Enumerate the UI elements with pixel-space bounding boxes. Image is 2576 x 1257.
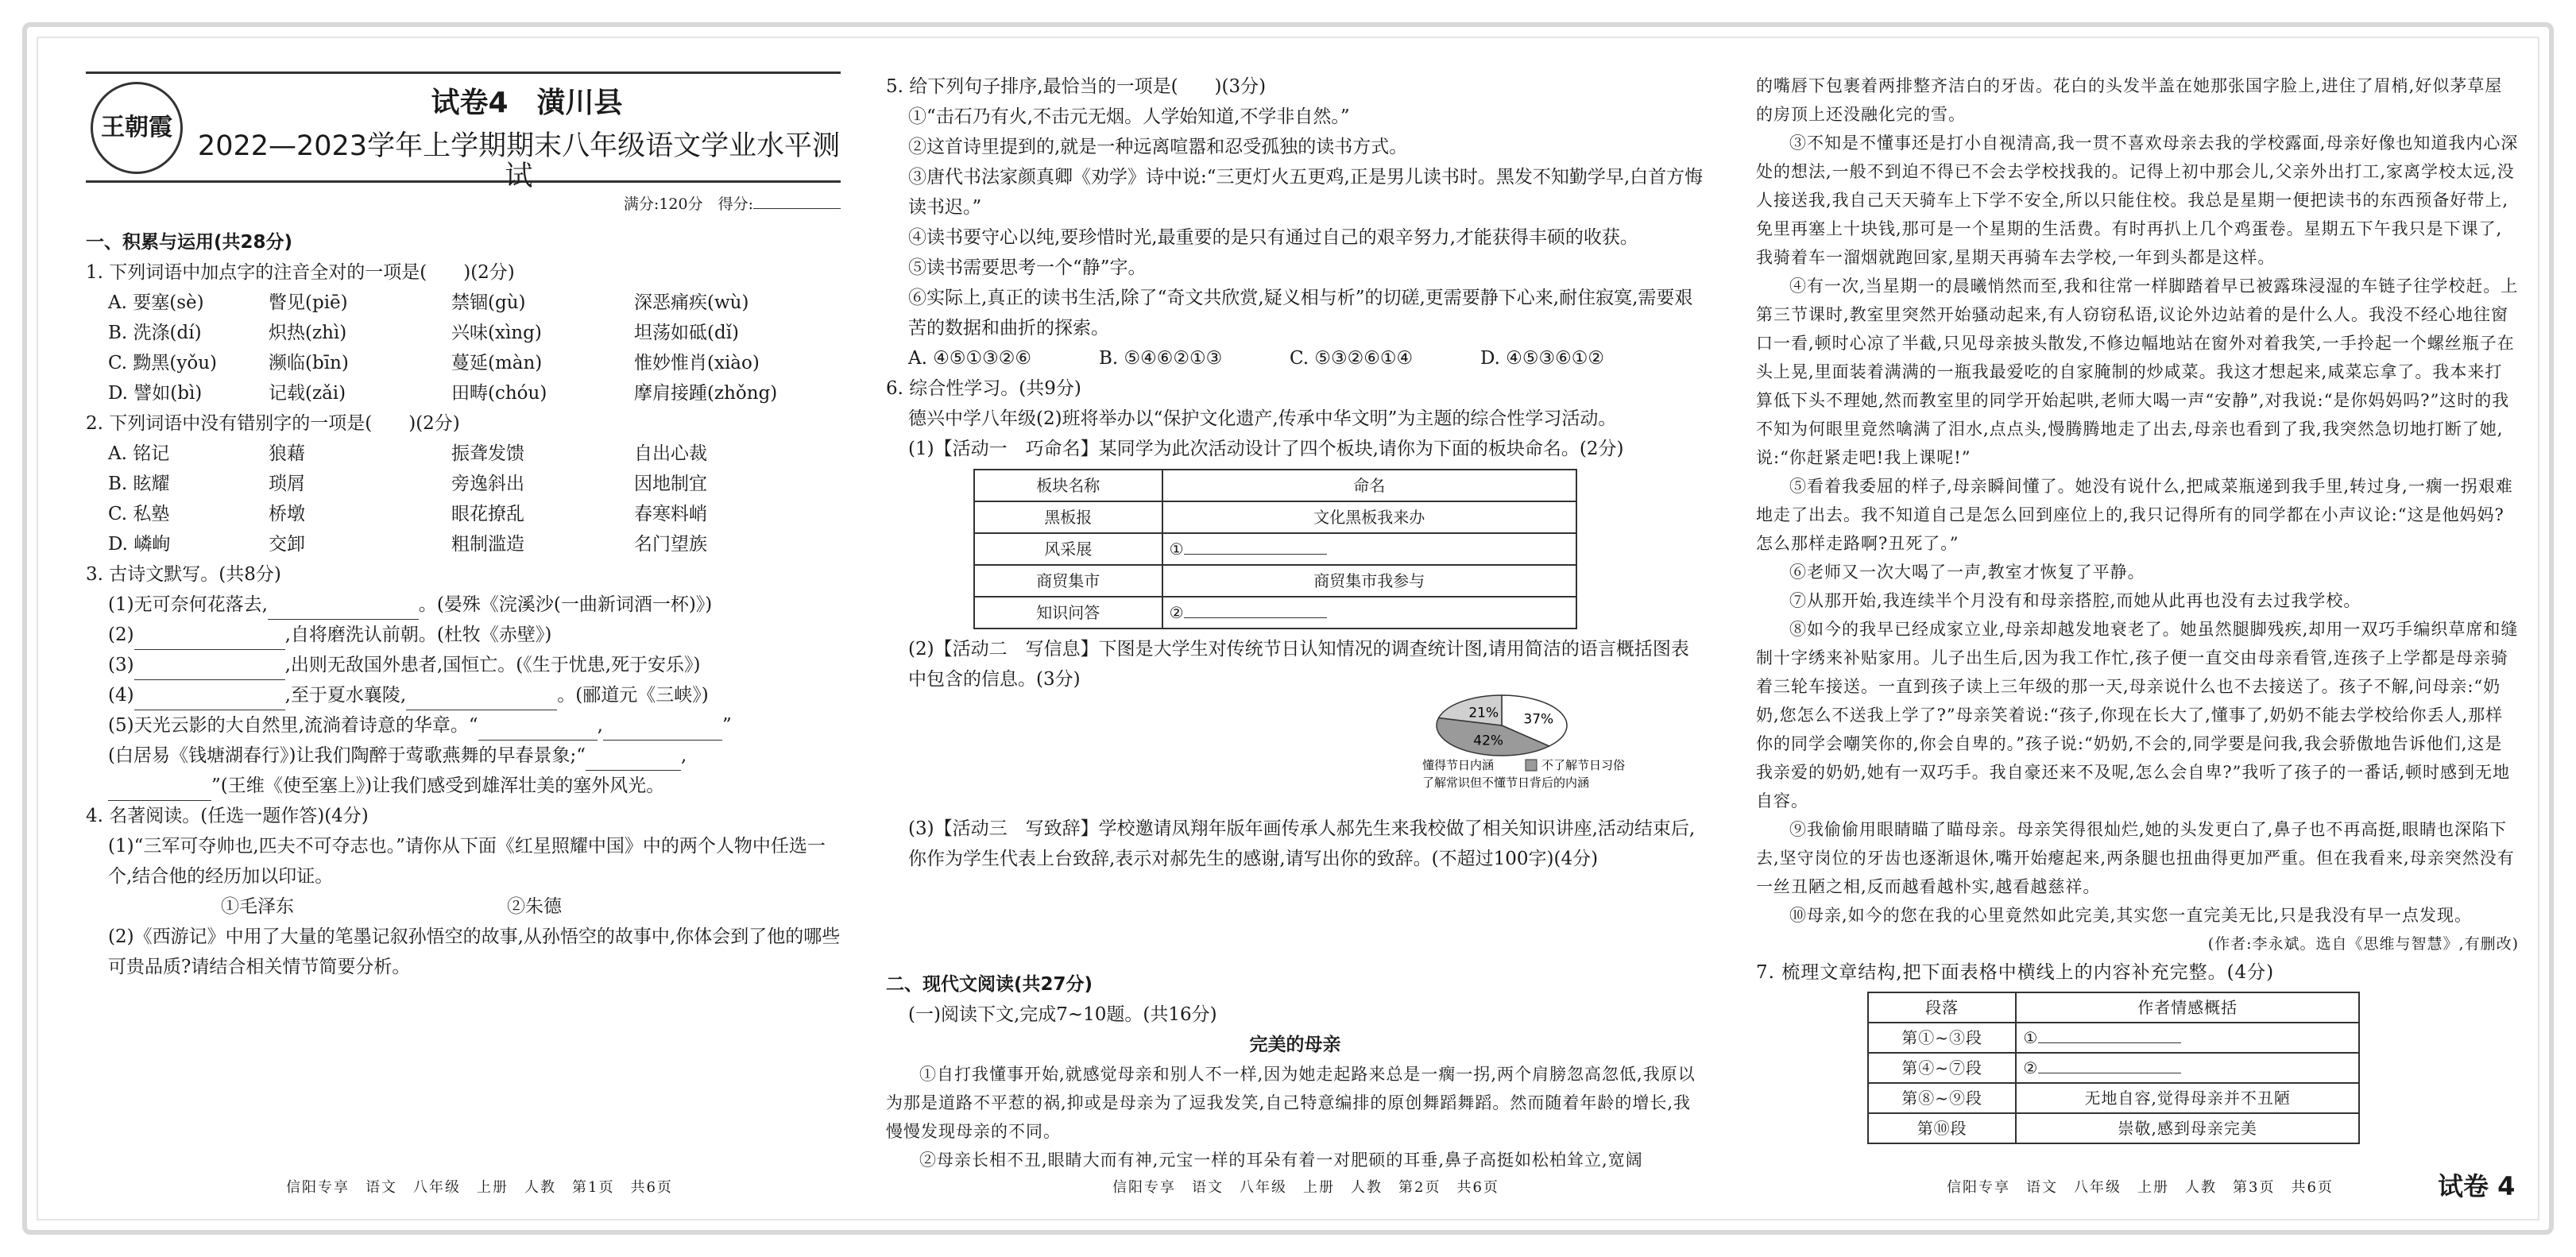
- article-para-1: ①自打我懂事开始,就感觉母亲和别人不一样,因为她走起路来总是一瘸一拐,两个肩膀忽高忽低,我原以为那是道路不平惹的祸,抑或是母亲为了逗我发笑,自己特意编排的原创舞蹈舞蹈。然而随着年龄的增长,我慢慢发现母亲的不同。: [886, 1065, 1696, 1141]
- table-header: 段落: [1868, 992, 2016, 1023]
- structure-table: [1867, 992, 2360, 1144]
- option-cell: 自出心裁: [634, 443, 707, 464]
- table-cell: 第④~⑦段: [1868, 1053, 2016, 1083]
- table-cell: ②: [2016, 1053, 2359, 1083]
- table-row: [1868, 1083, 2359, 1113]
- question-4: 4. 名著阅读。(任选一题作答)(4分): [86, 806, 369, 826]
- option-cell: 狼藉: [269, 443, 305, 464]
- section-1-heading: 一、积累与运用(共28分): [86, 232, 293, 253]
- pie-chart: [1422, 690, 1708, 801]
- exam-subtitle: 2022—2023学年上学期期末八年级语文学业水平测试: [197, 130, 841, 192]
- table-cell: 崇敬,感到母亲完美: [2016, 1113, 2359, 1143]
- option-cell: C. 黝黑(yǒu): [108, 353, 218, 373]
- q3-item-5-end: ”(王维《使至塞上》)让我们感受到雄浑壮美的塞外风光。: [86, 771, 841, 801]
- table-cell: 第⑩段: [1868, 1113, 2016, 1143]
- page-2: [886, 72, 1704, 1174]
- question-5: 5. 给下列句子排序,最恰当的一项是( )(3分): [886, 76, 1267, 97]
- table-cell: 风采展: [974, 533, 1162, 565]
- legend-label: 了解常识但不懂节日背后的内涵: [1422, 775, 1590, 790]
- option-cell: B. 洗涤(dí): [108, 323, 202, 343]
- question-6: 6. 综合性学习。(共9分): [886, 378, 1081, 399]
- naming-table: [973, 469, 1577, 629]
- answer-space: [886, 874, 1704, 969]
- question-5-sentences: [886, 102, 1704, 343]
- option-cell: 蔓延(màn): [451, 353, 543, 373]
- pie-label: 42%: [1473, 733, 1504, 749]
- article-para-7: ⑦从那开始,我连续半个月没有和母亲搭腔,而她从此再也没有去过我学校。: [1789, 591, 2361, 610]
- exam-header: [86, 72, 841, 192]
- q3-item-5-cont: (白居易《钱塘湖春行》)让我们陶醉于莺歌燕舞的早春景象;“ ,: [86, 741, 841, 771]
- option-cell: 春寒料峭: [634, 504, 707, 524]
- q6-intro: 德兴中学八年级(2)班将举办以“保护文化遗产,传承中华文明”为主题的综合性学习活动。: [908, 408, 1617, 429]
- q4-option-1: (1)“三军可夺帅也,匹夫不可夺志也。”请你从下面《红星照耀中国》中的两个人物中任选一个,结合他的经历加以印证。: [108, 836, 826, 887]
- table-cell: 商贸集市我参与: [1162, 565, 1576, 597]
- option-cell: 禁锢(gù): [451, 292, 526, 313]
- q5-sentence: ⑤读书需要思考一个“静”字。: [908, 257, 1147, 278]
- question-5-options: [886, 343, 1704, 373]
- activity-3: (3)【活动三 写致辞】学校邀请凤翔年版年画传承人郝先生来我校做了相关知识讲座,活动结束后,你作为学生代表上台致辞,表示对郝先生的感谢,请写出你的致辞。(不超过100字)(4分): [908, 818, 1696, 869]
- pie-label: 21%: [1468, 705, 1499, 721]
- option-cell: B. 眩耀: [108, 474, 170, 494]
- q3-item-4: (4) ,至于夏水襄陵, 。(郦道元《三峡》): [86, 680, 841, 710]
- q3-item-3: (3) ,出则无敌国外患者,国恒亡。(《生于忧患,死于安乐》): [86, 650, 841, 680]
- activity-1: (1)【活动一 巧命名】某同学为此次活动设计了四个板块,请你为下面的板块命名。(2分): [908, 439, 1624, 459]
- table-row: [974, 501, 1576, 533]
- q3-item-1: (1)无可奈何花落去, 。(晏殊《浣溪沙(一曲新词酒一杯)》): [86, 590, 841, 620]
- q1opts-option-row: [86, 288, 841, 318]
- table-cell: 第⑧~⑨段: [1868, 1083, 2016, 1113]
- article-para-3: ③不知是不懂事还是打小自视清高,我一贯不喜欢母亲去我的学校露面,母亲好像也知道我内心深处的想法,一般不到迫不得已不会去学校找我的。记得上初中那会儿,父亲外出打工,家离学校太远,没人接送我,我自己天天骑车上下学不安全,所以只能住校。我总是星期一便把读书的东西预备好带上,免里再塞上十块钱,那可是一个星期的生活费。有时再扒上几个鸡蛋卷。星期五下午我只是下课了,我骑着车一溜烟就跑回家,星期天再骑车去学校,一年到头都是这样。: [1756, 133, 2519, 267]
- q3-item-5: (5)天光云影的大自然里,流淌着诗意的华章。“ , ”: [86, 710, 841, 741]
- option-cell: D. 嶙峋: [108, 534, 171, 555]
- option-cell: 深恶痛疾(wù): [634, 292, 749, 313]
- q2opts-option-row: [86, 439, 841, 469]
- q1opts-option-row: [86, 318, 841, 348]
- option-cell: 瞥见(piē): [269, 292, 348, 313]
- q2opts-option-row: [86, 469, 841, 499]
- section-2-heading: 二、现代文阅读(共27分): [886, 974, 1093, 995]
- option-cell: D. 譬如(bì): [108, 383, 203, 404]
- article-para-9: ⑨我偷偷用眼睛瞄了瞄母亲。母亲笑得很灿烂,她的头发更白了,鼻子也不再高挺,眼睛也深陷下去,坚守岗位的牙齿也逐渐退休,嘴开始瘪起来,两条腿也扭曲得更加严重。但在我看来,母亲突然没有一丝丑陋之相,反而越看越朴实,越看越慈祥。: [1756, 820, 2515, 896]
- article-source: (作者:李永斌。选自《思维与智慧》,有删改): [2207, 935, 2519, 953]
- legend-swatch: [1526, 760, 1537, 771]
- q3-item-2: (2) ,自将磨洗认前朝。(杜牧《赤壁》): [86, 620, 841, 650]
- question-7: 7. 梳理文章结构,把下面表格中横线上的内容补充完整。(4分): [1756, 962, 2275, 983]
- score-line: 满分:120分 得分:: [86, 189, 841, 219]
- footer-page-1: 信阳专享 语文 八年级 上册 人教 第1页 共6页: [286, 1179, 673, 1196]
- q2opts-option-row: [86, 529, 841, 559]
- q5-option: C. ⑤③②⑥①④: [1290, 348, 1414, 369]
- question-2: 2. 下列词语中没有错别字的一项是( )(2分): [86, 413, 460, 434]
- option-cell: 振聋发馈: [451, 443, 524, 464]
- q5-option: D. ④⑤③⑥①②: [1480, 348, 1604, 369]
- option-cell: 田畴(chóu): [451, 383, 547, 404]
- footer-page-2: 信阳专享 语文 八年级 上册 人教 第2页 共6页: [1112, 1179, 1499, 1196]
- q5-option: A. ④⑤①③②⑥: [908, 348, 1031, 369]
- option-cell: 眼花撩乱: [451, 504, 524, 524]
- table-cell: 黑板报: [974, 501, 1162, 533]
- option-cell: 名门望族: [634, 534, 707, 555]
- q1opts-option-row: [86, 378, 841, 408]
- subsection-1: (一)阅读下文,完成7~10题。(共16分): [908, 1004, 1217, 1025]
- option-cell: A. 要塞(sè): [108, 292, 204, 313]
- table-row: [1868, 1053, 2359, 1083]
- question-1: 1. 下列词语中加点字的注音全对的一项是( )(2分): [86, 262, 515, 283]
- option-cell: 坦荡如砥(dǐ): [634, 323, 740, 343]
- q5-option: B. ⑤④⑥②①③: [1099, 348, 1223, 369]
- table-header: 板块名称: [974, 470, 1162, 501]
- page-1: [86, 72, 841, 982]
- q4-person-2: ②朱德: [507, 896, 562, 917]
- q2opts-option-row: [86, 499, 841, 529]
- footer-page-3: 信阳专享 语文 八年级 上册 人教 第3页 共6页: [1947, 1179, 2334, 1196]
- pie-label: 37%: [1523, 711, 1554, 728]
- option-cell: 琐屑: [269, 474, 305, 494]
- q5-sentence: ⑥实际上,真正的读书生活,除了“奇文共欣赏,疑义相与析”的切磋,更需要静下心来,耐住寂寞,需要艰苦的数据和曲折的探索。: [908, 288, 1693, 338]
- q5-sentence: ②这首诗里提到的,就是一种远离喧嚣和忍受孤独的读书方式。: [908, 137, 1408, 157]
- paper-number-tag: 试卷 4: [2438, 1171, 2516, 1201]
- table-header: 命名: [1162, 470, 1576, 501]
- option-cell: C. 私塾: [108, 504, 170, 524]
- article-title: 完美的母亲: [1249, 1035, 1341, 1055]
- q4-persons: [86, 892, 841, 922]
- option-cell: 兴味(xìng): [451, 323, 542, 343]
- option-cell: 粗制滥造: [451, 534, 524, 555]
- exam-title: 试卷4 潢川县: [431, 87, 623, 119]
- q5-sentence: ①“击石乃有火,不击元无烟。人学始知道,不学非自然。”: [908, 106, 1350, 127]
- publisher-logo: 王朝霞: [91, 82, 183, 174]
- table-cell: 无地自容,觉得母亲并不丑陋: [2016, 1083, 2359, 1113]
- q1opts-option-row: [86, 348, 841, 378]
- activity-2: (2)【活动二 写信息】下图是大学生对传统节日认知情况的调查统计图,请用简洁的语言概括图表中包含的信息。(3分): [908, 639, 1689, 690]
- option-cell: 因地制宜: [634, 474, 707, 494]
- question-3: 3. 古诗文默写。(共8分): [86, 564, 281, 585]
- option-cell: 炽热(zhì): [269, 323, 347, 343]
- table-cell: ①: [1162, 533, 1576, 565]
- table-row: [1868, 1023, 2359, 1053]
- question-1-options: [86, 288, 841, 408]
- q4-option-2: (2)《西游记》中用了大量的笔墨记叙孙悟空的故事,从孙悟空的故事中,你体会到了他的哪些可贵品质?请结合相关情节简要分析。: [108, 926, 841, 977]
- article-para-4: ④有一次,当星期一的晨曦悄然而至,我和往常一样脚踏着早已被露珠浸湿的车链子往学校赶。上第三节课时,教室里突然开始骚动起来,有人窃窃私语,议论外边站着的是什么人。我没不经心地往窗口一看,顿时心凉了半截,只见母亲披头散发,不修边幅地站在窗外对着我笑,一手拎起一个螺丝瓶子在头上晃,里面装着满满的一瓶我最爱吃的自家腌制的炒咸菜。我这才想起来,咸菜忘拿了。我本来打算低下头不理她,然而教室里的同学开始起哄,老师大喝一声“安静”,对我说:“是你妈妈吗?”这时的我不知为何眼里竟然噙满了泪水,点点头,慢腾腾地走了出去,母亲也看到了我,我突然急切地打断了她,说:“你赶紧走吧!我上课呢!”: [1756, 277, 2519, 467]
- article-para-10: ⑩母亲,如今的您在我的心里竟然如此完美,其实您一直完美无比,只是我没有早一点发现。: [1789, 906, 2473, 925]
- article-para-5: ⑤看着我委屈的样子,母亲瞬间懂了。她没有说什么,把咸菜瓶递到我手里,转过身,一瘸一拐艰难地走了出去。我不知道自己是怎么回到座位上的,我只记得所有的同学都在小声议论:“这是他妈妈?怎么那样走路啊?丑死了。”: [1756, 477, 2513, 553]
- option-cell: 记载(zǎi): [269, 383, 346, 404]
- option-cell: A. 铭记: [108, 443, 170, 464]
- option-cell: 桥墩: [269, 504, 305, 524]
- table-row: [1868, 1113, 2359, 1143]
- question-2-options: [86, 439, 841, 559]
- table-cell: 商贸集市: [974, 565, 1162, 597]
- table-row: [974, 597, 1576, 628]
- q5-sentence: ④读书要守心以纯,要珍惜时光,最重要的是只有通过自己的艰辛努力,才能获得丰硕的收获。: [908, 227, 1638, 248]
- table-cell: 文化黑板我来办: [1162, 501, 1576, 533]
- table-cell: 知识问答: [974, 597, 1162, 628]
- option-cell: 交卸: [269, 534, 305, 555]
- option-cell: 旁逸斜出: [451, 474, 524, 494]
- article-para-2: ②母亲长相不丑,眼睛大而有神,元宝一样的耳朵有着一对肥硕的耳垂,鼻子高挺如松柏耸立,宽阔: [919, 1151, 1643, 1170]
- page-3: [1756, 72, 2519, 1144]
- table-cell: 第①~③段: [1868, 1023, 2016, 1053]
- table-cell: ①: [2016, 1023, 2359, 1053]
- article-para-8: ⑧如今的我早已经成家立业,母亲却越发地衰老了。她虽然腿脚残疾,却用一双巧手编织草席和缝制十字绣来补贴家用。儿子出生后,因为我工作忙,孩子便一直交由母亲看管,连孩子上学都是母亲骑着三轮车接送。一直到孩子读上三年级的那一天,母亲说什么也不去接送了。孩子不解,问母亲:“奶奶,您怎么不送我上学了?”母亲笑着说:“孩子,你现在长大了,懂事了,奶奶不能去学校给你丢人,那样你的同学会嘲笑你的,你会自卑的。”孩子说:“奶奶,不会的,同学要是问我,我会骄傲地告诉他们,这是我亲爱的奶奶,她有一双巧手。我自豪还来不及呢,怎么会自卑?”我听了孩子的一番话,顿时感到无地自容。: [1756, 620, 2519, 810]
- table-row: [974, 565, 1576, 597]
- activity-2-block: [886, 634, 1704, 790]
- table-row: [974, 533, 1576, 565]
- option-cell: 濒临(bīn): [269, 353, 349, 373]
- legend-label: 懂得节日内涵: [1422, 758, 1495, 772]
- table-header: 作者情感概括: [2016, 992, 2359, 1023]
- legend-label: 不了解节日习俗: [1541, 758, 1626, 772]
- table-cell: ②: [1162, 597, 1576, 628]
- article-para-2-cont: 的嘴唇下包裹着两排整齐洁白的牙齿。花白的头发半盖在她那张国字脸上,进住了眉梢,好似茅草屋的房顶上还没融化完的雪。: [1756, 76, 2503, 124]
- option-cell: 摩肩接踵(zhǒng): [634, 383, 778, 404]
- option-cell: 惟妙惟肖(xiào): [634, 353, 760, 373]
- article-para-6: ⑥老师又一次大喝了一声,教室才恢复了平静。: [1789, 563, 2145, 582]
- q5-sentence: ③唐代书法家颜真卿《劝学》诗中说:“三更灯火五更鸡,正是男儿读书时。黑发不知勤学早,白首方悔读书迟。”: [908, 167, 1704, 218]
- q4-person-1: ①毛泽东: [221, 896, 294, 917]
